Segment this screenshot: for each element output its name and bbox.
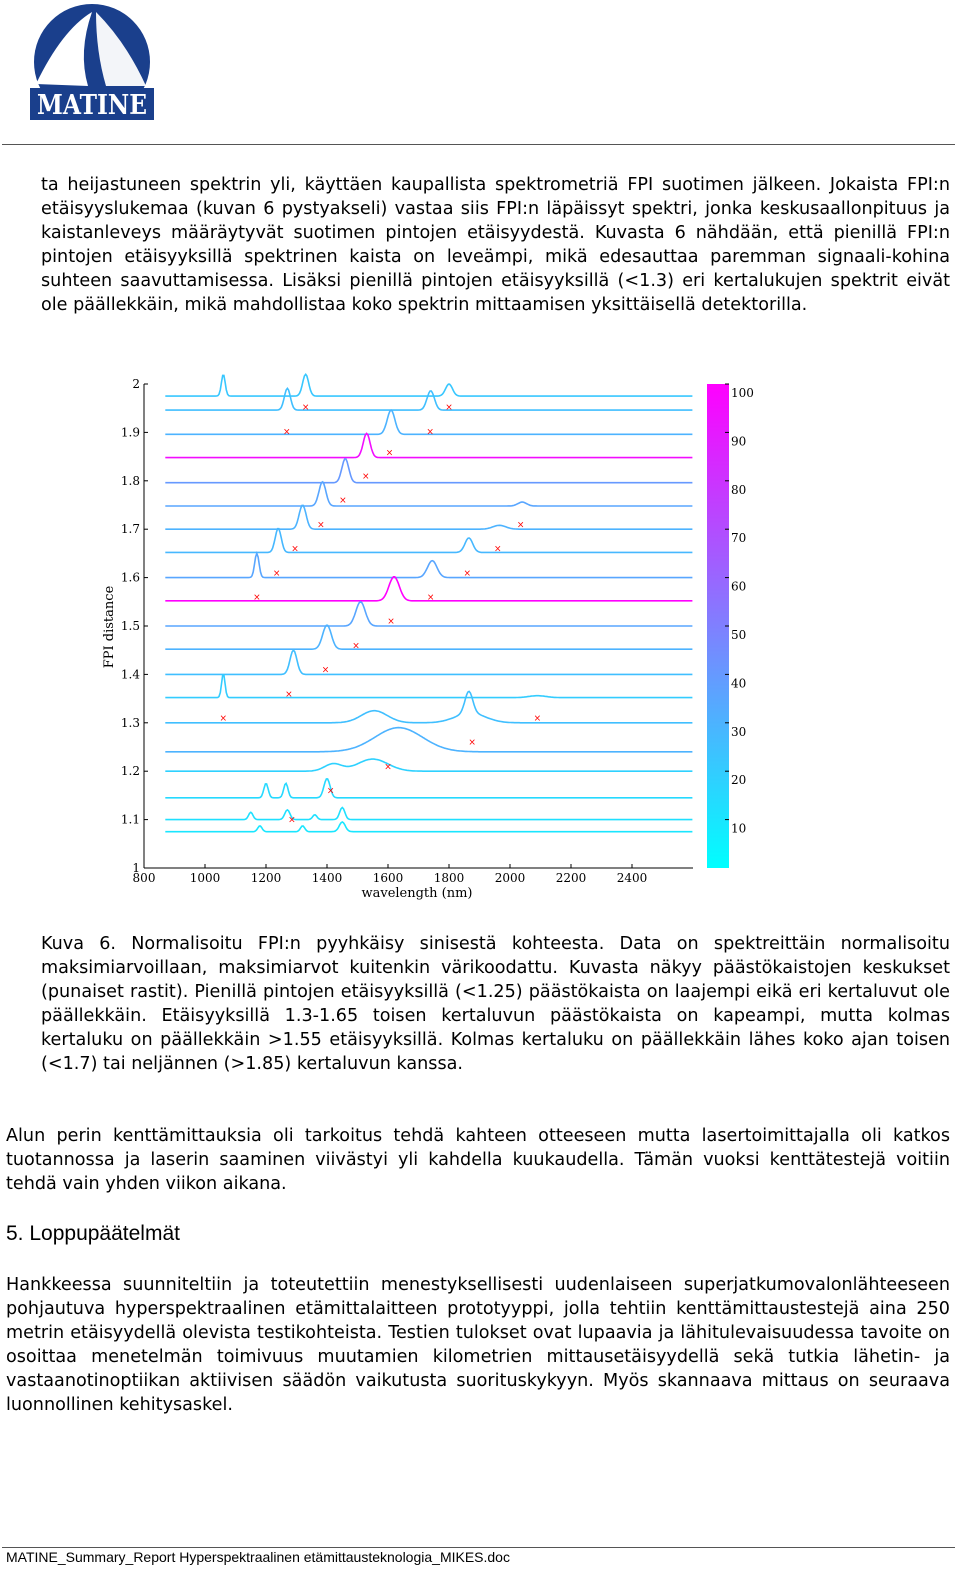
- x-tick-label: 2000: [494, 871, 526, 885]
- colorbar-tick-label: 60: [731, 579, 747, 594]
- spectrum-line: [165, 808, 692, 820]
- spectrum-line: [165, 779, 692, 798]
- band-center-marker: ×: [326, 786, 335, 797]
- x-tick-label: 1200: [250, 871, 282, 885]
- colorbar-tick-label: 90: [731, 434, 747, 449]
- intro-paragraph: ta heijastuneen spektrin yli, käyttäen kaupallista spektrometriä FPI suotimen jälkeen. Jokaista FPI:n etäisyyslukemaa (kuvan 6 pystyakseli) vastaa siis FPI:n läpäissyt spektri, jonka keskusaallonpituus ja kaistanleveys määräytyvät suotimen pintojen etäisyydestä. Kuvasta 6 nähdään, että pienillä FPI:n pintojen etäisyyksillä spektrinen kaista on leveämpi, mikä edesauttaa paremman signaali-kohina suhteen saavuttamisessa. Lisäksi pienillä pintojen etäisyyksillä (<1.3) eri kertalukujen spektrit eivät ole päällekkäin, mikä mahdollistaa koko spektrin mittaamisen yksittäisellä detektorilla.: [41, 175, 950, 315]
- figure-caption: Kuva 6. Normalisoitu FPI:n pyyhkäisy sinisestä kohteesta. Data on spektreittäin normalisoitu maksimiarvoillaan, maksimiarvot kuitenkin värikoodattu. Kuvasta näkyy päästökaistojen keskukset (punaiset rastit). Pienillä pintojen etäisyyksillä (<1.25) päästökaista on laajempi eikä eri kertaluvut ole päällekkäin. Etäisyyksillä 1.3-1.65 toisen kertaluvun päästökaista on kapeampi, mutta kolmas kertaluku on päällekkäin >1.55 etäisyyksillä. Kolmas kertaluku on päällekkäin lähes koko ajan toisen (<1.7) tai neljännen (>1.85) kertaluvun kanssa.: [41, 934, 950, 1074]
- band-center-marker: ×: [301, 403, 310, 414]
- y-tick-label: 1.4: [120, 667, 140, 682]
- logo-text: MATINE: [37, 90, 147, 120]
- spectrum-line: [165, 822, 692, 832]
- band-center-marker: ×: [321, 665, 330, 676]
- y-tick-label: 1.8: [120, 473, 140, 488]
- band-center-marker: ×: [384, 762, 392, 773]
- spectrum-line: [165, 602, 692, 626]
- band-center-marker: ×: [463, 568, 472, 579]
- fpi-scan-chart: [96, 372, 760, 904]
- spectrum-line: [165, 650, 692, 674]
- colorbar-tick-label: 40: [731, 676, 747, 691]
- y-tick-label: 1.1: [120, 812, 140, 827]
- section-heading: 5. Loppupäätelmät: [6, 1222, 180, 1245]
- spectrum-line: [165, 505, 692, 529]
- matine-logo: [22, 2, 162, 120]
- footer-filename: MATINE_Summary_Report Hyperspektraalinen etämittausteknologia_MIKES.doc: [6, 1549, 510, 1565]
- x-tick-label: 2400: [616, 871, 648, 885]
- band-center-marker: ×: [219, 713, 228, 724]
- y-tick-label: 1.6: [120, 570, 140, 585]
- colorbar-tick-label: 10: [731, 821, 747, 836]
- body-paragraph-conclusions: Hankkeessa suunniteltiin ja toteutettiin menestyksellisesti uudenlaiseen superjatkumovalonlähteeseen pohjautuva hyperspektraalinen etämittalaitteen prototyyppi, jolla tehtiin kenttämittaustestejä aina 250 metrin etäisyydellä olevista testikohteista. Testien tulokset ovat lupaavia ja lähitulevaisuudessa tavoite on osoittaa menetelmän toimivuus muutamien kilometrien mittausetäisyydellä sekä tutkia lähetin- ja vastaanotinoptiikan aktiivisen säädön vaikutusta suorituskykyyn. Myös skannaava mittaus on seuraava luonnollinen kehitysaskel.: [6, 1275, 950, 1415]
- band-center-marker: ×: [272, 568, 281, 579]
- spectrum-line: [165, 759, 692, 771]
- colorbar-tick-label: 70: [731, 531, 747, 546]
- band-center-marker: ×: [516, 520, 525, 531]
- x-tick-label: 2200: [555, 871, 587, 885]
- spectrum-line: [165, 728, 692, 752]
- band-center-marker: ×: [385, 448, 394, 459]
- band-center-marker: ×: [494, 544, 502, 555]
- body-paragraph-field-measurements: Alun perin kenttämittauksia oli tarkoitus tehdä kahteen otteeseen mutta lasertoimittajalla oli katkos tuotannossa ja laserin saaminen viivästyi yli kahdella kuukaudella. Tämän vuoksi kenttätestejä voitiin tehdä vain yhden viikon aikana.: [6, 1126, 950, 1194]
- spectrum-line: [165, 459, 692, 483]
- y-axis-label: FPI distance: [102, 585, 117, 669]
- y-tick-label: 1.5: [120, 619, 140, 633]
- band-center-marker: ×: [288, 815, 296, 826]
- x-tick-label: 1800: [433, 871, 465, 885]
- spectrum-line: [165, 529, 692, 553]
- spectrum-line: [165, 675, 692, 698]
- y-tick-label: 1: [132, 861, 140, 875]
- colorbar-tick-label: 30: [731, 724, 747, 739]
- band-center-marker: ×: [468, 738, 476, 749]
- band-center-marker: ×: [253, 592, 261, 603]
- x-tick-label: 1000: [189, 871, 221, 885]
- spectrum-line: [165, 553, 692, 577]
- x-tick-label: 1600: [372, 871, 404, 885]
- band-center-marker: ×: [426, 427, 434, 438]
- spectrum-line: [165, 625, 692, 652]
- y-tick-label: 1.9: [120, 425, 140, 440]
- band-center-marker: ×: [339, 496, 347, 507]
- colorbar-tick-label: 80: [731, 482, 747, 497]
- colorbar-tick-label: 50: [731, 628, 747, 642]
- x-tick-label: 800: [132, 871, 156, 885]
- y-tick-label: 1.3: [120, 715, 140, 730]
- footer-divider: [2, 1547, 955, 1548]
- y-tick-label: 1.2: [120, 764, 140, 779]
- band-center-marker: ×: [282, 427, 291, 438]
- y-tick-label: 2: [132, 377, 140, 391]
- band-center-marker: ×: [291, 544, 299, 555]
- colorbar-tick-label: 20: [731, 773, 747, 788]
- y-tick-label: 1.7: [120, 522, 140, 537]
- x-axis-label: wavelength (nm): [361, 886, 473, 901]
- band-center-marker: ×: [533, 713, 542, 724]
- band-center-marker: ×: [285, 689, 293, 700]
- x-tick-label: 1400: [311, 871, 343, 885]
- spectrum-line: [165, 482, 692, 506]
- spectrum-line: [165, 691, 692, 722]
- band-center-marker: ×: [387, 617, 395, 628]
- band-center-marker: ×: [317, 520, 325, 531]
- band-center-marker: ×: [361, 471, 370, 482]
- band-center-marker: ×: [352, 641, 360, 652]
- colorbar-tick-label: 100: [731, 386, 754, 400]
- band-center-marker: ×: [426, 592, 435, 603]
- spectrum-line: [165, 388, 692, 410]
- header-divider: [2, 144, 955, 145]
- band-center-marker: ×: [445, 403, 453, 414]
